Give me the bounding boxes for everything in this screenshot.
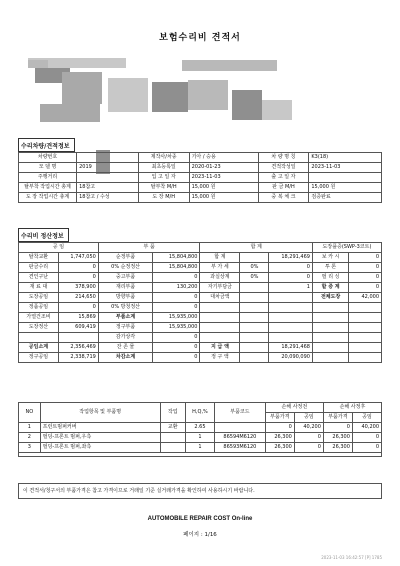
redaction-block (232, 90, 262, 120)
cost-cell (269, 323, 313, 333)
cost-cell: 0% (240, 263, 269, 273)
parts-cell: 0 (294, 443, 323, 453)
cost-cell: 순정부품 (98, 253, 152, 263)
cost-row (19, 263, 382, 273)
cost-cell: 0 (58, 303, 98, 313)
label-quote-date: 견적작성일 (258, 163, 309, 173)
cost-cell (312, 343, 348, 353)
cost-row (19, 343, 382, 353)
cost-cell: 중고부품 (98, 273, 152, 283)
parts-cell (215, 423, 266, 433)
cost-cell: 지 급 액 (200, 343, 240, 353)
parts-cell: 1 (19, 423, 41, 433)
cost-cell: 0% 순정정산 (98, 263, 152, 273)
cost-cell: 가열건조비 (19, 313, 59, 323)
parts-row (19, 433, 382, 443)
cost-cell: 0 (153, 343, 200, 353)
cost-cell: 1,747,050 (58, 253, 98, 263)
cost-cell (349, 333, 382, 343)
cost-cell: 감가상각 (98, 333, 152, 343)
cost-cell (240, 333, 269, 343)
cost-cell: 차감소계 (98, 353, 152, 363)
cost-cell (200, 303, 240, 313)
value-body-labor-time: 18참고 / 수성 (77, 193, 139, 203)
cost-cell (240, 253, 269, 263)
cost-cell: 정품공임 (19, 303, 59, 313)
parts-cell: 86593M6120 (215, 443, 266, 453)
cost-header-paint: 도장플증(SWP-3코트) (312, 243, 381, 253)
parts-section (18, 402, 382, 457)
value-vehicle-no (77, 153, 139, 163)
redaction-block (262, 100, 292, 120)
cost-cell: 정구부품 (98, 323, 152, 333)
cost-cell: 방향부품 (98, 293, 152, 303)
cost-cell: 42,000 (349, 293, 382, 303)
cost-cell: 도장공임 (19, 293, 59, 303)
parts-cell: 26,300 (323, 433, 352, 443)
cost-cell: 0 (58, 273, 98, 283)
page-title: 보험수리비 견적서 (159, 33, 241, 43)
parts-cell: 1 (185, 433, 214, 443)
label-body-labor-time: 도 장 작업시간 총계 (19, 193, 77, 203)
cost-cell: 2,356,469 (58, 343, 98, 353)
cost-cell: 전체도장 (312, 293, 348, 303)
cost-cell: 15,935,000 (153, 313, 200, 323)
parts-cell: 교환 (160, 423, 185, 433)
cost-cell: 펄 리 싱 (312, 273, 348, 283)
cost-cell (349, 343, 382, 353)
cost-cell (312, 313, 348, 323)
label-paint-rate: 탈부착 M/H (138, 183, 189, 193)
parts-cell: 0 (352, 443, 381, 453)
parts-header-labor: 공임 (294, 413, 323, 423)
cost-cell: 0 (349, 253, 382, 263)
label-sheet-rate: 판 금 M/H (258, 183, 309, 193)
redaction-block (28, 60, 48, 68)
page-number: 페이지 : 1/16 (183, 532, 217, 538)
parts-header-op: 작업 (160, 403, 185, 423)
cost-cell (240, 343, 269, 353)
cost-cell: 0 (349, 263, 382, 273)
cost-row (19, 253, 382, 263)
label-vehicle-no: 차량번호 (19, 153, 77, 163)
cost-cell (269, 313, 313, 323)
parts-table-body (19, 423, 382, 453)
redaction-block (62, 72, 102, 104)
parts-header-labor-after: 공임 (352, 413, 381, 423)
cost-cell: 0 (153, 273, 200, 283)
parts-row (19, 423, 382, 433)
parts-cell (160, 443, 185, 453)
value-in-date: 2023-11-03 (189, 173, 258, 183)
cost-header-labor: 공 임 (19, 243, 99, 253)
cost-row (19, 283, 382, 293)
parts-cell: 0 (323, 423, 352, 433)
value-out-date (309, 173, 382, 183)
cost-cell (240, 303, 269, 313)
parts-cell: 1 (185, 443, 214, 453)
parts-row (19, 443, 382, 453)
cost-cell: 도장정산 (19, 323, 59, 333)
cost-cell (58, 333, 98, 343)
cost-cell: 15,804,800 (153, 253, 200, 263)
cost-cell: 130,200 (153, 283, 200, 293)
parts-cell: 2.65 (185, 423, 214, 433)
cost-header-total: 합 계 (200, 243, 313, 253)
vehicle-section-title: 수리차량/견적정보 (18, 138, 75, 152)
cost-cell: 18,291,468 (269, 343, 313, 353)
parts-header-claim: 손해 사정후 (323, 403, 381, 413)
parts-cell: 0 (294, 433, 323, 443)
cost-cell: 0 (58, 263, 98, 273)
cost-cell: 합 계 (200, 253, 240, 263)
cost-cell (269, 293, 313, 303)
cost-cell: 과실상계 (200, 273, 240, 283)
cost-section (18, 228, 382, 363)
cost-cell (240, 313, 269, 323)
vehicle-info-table (18, 152, 382, 203)
cost-table-body (19, 253, 382, 363)
parts-cell: 3 (19, 443, 41, 453)
parts-header-no: NO (19, 403, 41, 423)
cost-cell: 378,900 (58, 283, 98, 293)
label-in-date: 입 고 일 자 (138, 173, 189, 183)
cost-cell: 0 (269, 263, 313, 273)
cost-cell: 0% (240, 273, 269, 283)
cost-cell: 2,338,719 (58, 353, 98, 363)
cost-cell: 투 톤 (312, 263, 348, 273)
parts-cell: 0 (352, 433, 381, 443)
cost-cell: 18,291,469 (269, 253, 313, 263)
label-duplicate-check: 중 복 체 크 (258, 193, 309, 203)
cost-cell (312, 323, 348, 333)
cost-cell: 15,869 (58, 313, 98, 323)
label-first-reg: 최초등록일 (138, 163, 189, 173)
cost-cell (349, 303, 382, 313)
parts-header-hq: H,Q,% (185, 403, 214, 423)
parts-cell: 프런트범퍼커버 (40, 423, 160, 433)
cost-row (19, 353, 382, 363)
cost-row (19, 293, 382, 303)
price-note: 이 견적서/청구서의 부품가격은 참고 가격이므로 거래일 기준 실거래가격을 확인하여 사용하시기 바랍니다. (18, 483, 382, 499)
cost-cell: 부 가 세 (200, 263, 240, 273)
cost-cell (240, 353, 269, 363)
parts-cell (160, 433, 185, 443)
parts-header-price: 부품가격 (265, 413, 294, 423)
label-paint-labor-time: 탈부착 작업시간 총계 (19, 183, 77, 193)
cost-cell: 609,419 (58, 323, 98, 333)
cost-cell: 보 카 시 (312, 253, 348, 263)
cost-cell: 재리부품 (98, 283, 152, 293)
parts-cell: 2 (19, 433, 41, 443)
parts-header-damage: 손해 사정전 (265, 403, 323, 413)
cost-cell: 1 (269, 283, 313, 293)
cost-cell (240, 323, 269, 333)
cost-cell: 0 (153, 333, 200, 343)
value-maker: 기아 / 승용 (189, 153, 258, 163)
value-duplicate-check: 검증완료 (309, 193, 382, 203)
print-timestamp: 2023-11-03 16:42:57 [P] 1785 (321, 555, 382, 560)
cost-cell: 정 구 액 (200, 353, 240, 363)
parts-cell: 0 (265, 423, 294, 433)
parts-cell: 26,300 (323, 443, 352, 453)
cost-cell: 부품소계 (98, 313, 152, 323)
label-body-rate: 도 장 M/H (138, 193, 189, 203)
cost-cell: 대차금액 (200, 293, 240, 303)
cost-cell: 0 (349, 283, 382, 293)
parts-spacer (19, 453, 382, 457)
cost-cell: 0 (153, 353, 200, 363)
cost-cell (19, 333, 59, 343)
parts-cell: 26,300 (265, 433, 294, 443)
cost-cell: 0 (153, 303, 200, 313)
footer-brand: AUTOMOBILE REPAIR COST On-line (147, 516, 253, 522)
parts-cell: 펄딩-프론트 범퍼,우측 (40, 433, 160, 443)
redaction-block (182, 60, 277, 71)
cost-cell (240, 283, 269, 293)
redaction-block (188, 80, 228, 110)
value-paint-rate: 15,000 원 (189, 183, 258, 193)
cost-cell: 0 (269, 273, 313, 283)
value-quote-date: 2023-11-03 (309, 163, 382, 173)
parts-header-code: 부품코드 (215, 403, 266, 423)
value-first-reg: 2020-01-23 (189, 163, 258, 173)
cost-cell: 15,804,800 (153, 263, 200, 273)
redaction-block (108, 78, 148, 112)
cost-cell (200, 333, 240, 343)
cost-row (19, 303, 382, 313)
cost-cell: 견인구난 (19, 273, 59, 283)
cost-cell: 판금수리 (19, 263, 59, 273)
cost-cell (349, 353, 382, 363)
cost-row (19, 323, 382, 333)
label-vehicle-name: 차 량 명 칭 (258, 153, 309, 163)
value-mileage (77, 173, 139, 183)
cost-cell: 자기부담금 (200, 283, 240, 293)
cost-header-parts: 부 품 (98, 243, 200, 253)
label-maker: 제작사/차종 (138, 153, 189, 163)
cost-row (19, 333, 382, 343)
parts-cell: 86594M6120 (215, 433, 266, 443)
cost-cell: 0 (153, 293, 200, 303)
value-model: 2019 (77, 163, 139, 173)
parts-cell: 40,200 (352, 423, 381, 433)
cost-table (18, 242, 382, 363)
value-vehicle-name: K3(18) (309, 153, 382, 163)
cost-cell (349, 313, 382, 323)
value-body-rate: 15,000 원 (189, 193, 258, 203)
parts-cell: 26,300 (265, 443, 294, 453)
cost-cell (200, 313, 240, 323)
cost-cell (269, 303, 313, 313)
vehicle-info-section (18, 138, 382, 203)
value-sheet-rate: 15,000 원 (309, 183, 382, 193)
label-out-date: 출 고 일 자 (258, 173, 309, 183)
cost-cell: 잔 존 물 (98, 343, 152, 353)
parts-header-work: 작업항목 및 부품명 (40, 403, 160, 423)
redaction-block (152, 82, 188, 112)
cost-cell: 정구공임 (19, 353, 59, 363)
cost-cell: 214,650 (58, 293, 98, 303)
cost-row (19, 313, 382, 323)
cost-cell: 0 (349, 273, 382, 283)
cost-cell: 0% 방청정산 (98, 303, 152, 313)
cost-cell (312, 303, 348, 313)
cost-section-title: 수리비 정산정보 (18, 228, 69, 242)
cost-cell (200, 323, 240, 333)
label-mileage: 주행거리 (19, 173, 77, 183)
parts-cell: 펄딩-프론트 범퍼,좌측 (40, 443, 160, 453)
cost-cell (349, 323, 382, 333)
parts-table (18, 402, 382, 457)
cost-cell: 15,935,000 (153, 323, 200, 333)
cost-row (19, 273, 382, 283)
parts-header-price-after: 부품가격 (323, 413, 352, 423)
cost-cell: 재 료 대 (19, 283, 59, 293)
label-model: 모 델 명 (19, 163, 77, 173)
redaction-block (40, 104, 100, 122)
cost-cell: 공임소계 (19, 343, 59, 353)
cost-cell: 20,090,090 (269, 353, 313, 363)
cost-cell: 할 증 계 (312, 283, 348, 293)
parts-cell: 40,200 (294, 423, 323, 433)
value-paint-labor-time: 18참고 (77, 183, 139, 193)
cost-cell: 탈착교환 (19, 253, 59, 263)
cost-cell (240, 293, 269, 303)
cost-cell (312, 333, 348, 343)
cost-cell (269, 333, 313, 343)
cost-cell (312, 353, 348, 363)
